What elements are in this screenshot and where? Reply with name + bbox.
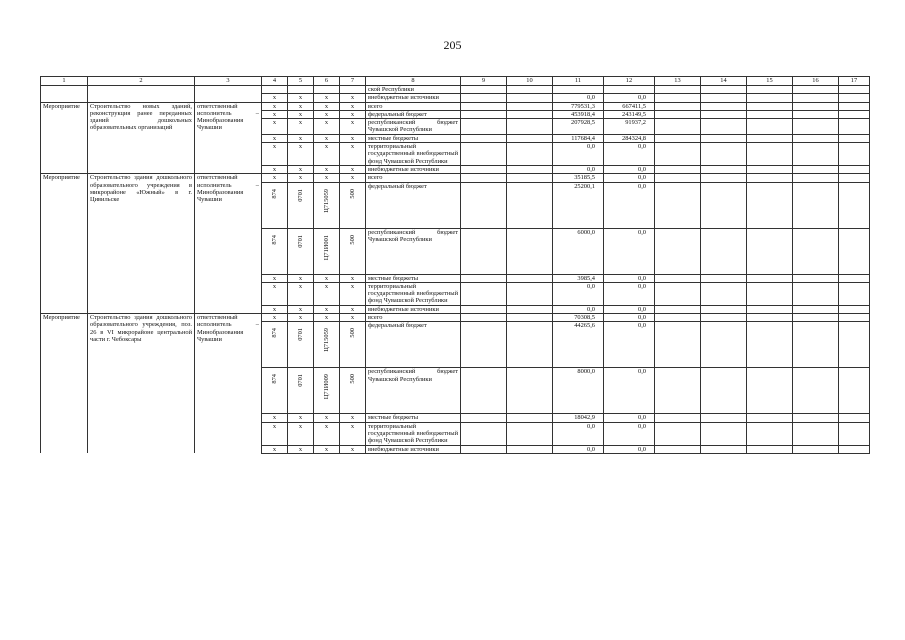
measure-name: Строительство здания дошкольного образовательного учреждения в микрорайоне «Южный» в г. Цивильске bbox=[88, 174, 195, 314]
table-row: Мероприятие Строительство новых зданий, реконструкция ранее переданных зданий дошкольных образовательных организаций ответственный исполнитель – Минобразования Чувашии х х х х всего 779531,3 667411,5 bbox=[41, 102, 870, 110]
measure-executor: ответственный исполнитель – Минобразования Чувашии bbox=[195, 314, 262, 454]
col-header: 10 bbox=[507, 77, 553, 86]
source-cell: внебюджетные источники bbox=[366, 94, 461, 102]
section-code: 0701 bbox=[296, 374, 304, 388]
col-header: 14 bbox=[701, 77, 747, 86]
target-article-code: Ц715059 bbox=[322, 188, 330, 213]
col-header: 15 bbox=[747, 77, 793, 86]
col-header: 12 bbox=[604, 77, 655, 86]
table-row: х х х х республиканский бюджет Чувашской Республики 207928,5 91937,2 bbox=[41, 119, 870, 135]
table-row: х х х х местные бюджеты 3985,4 0,0 bbox=[41, 274, 870, 282]
measure-label: Мероприятие bbox=[41, 314, 88, 454]
table-row: х х х х внебюджетные источники 0,0 0,0 bbox=[41, 305, 870, 313]
table-row: 874 0701 Ц71И009 500 республиканский бюджет Чувашской Республики 8000,0 0,0 bbox=[41, 368, 870, 414]
section-code: 0701 bbox=[296, 188, 304, 202]
section-code: 0701 bbox=[296, 328, 304, 342]
grbs-code: 874 bbox=[270, 328, 278, 338]
col-header: 4 bbox=[262, 77, 288, 86]
source-cell: ской Республики bbox=[366, 86, 461, 94]
table-row: Мероприятие Строительство здания дошкольного образовательного учреждения в микрорайоне «Южный» в г. Цивильске ответственный исполнитель – Минобразования Чувашии х х х х всего 35185,5 0,0 bbox=[41, 174, 870, 182]
target-article-code: Ц715059 bbox=[322, 328, 330, 353]
col-header: 16 bbox=[793, 77, 839, 86]
table-row: х х х х федеральный бюджет 453918,4 243149,5 bbox=[41, 110, 870, 118]
table-row: х х х х местные бюджеты 117684,4 284324,8 bbox=[41, 134, 870, 142]
col-header: 1 bbox=[41, 77, 88, 86]
table-row: 874 0701 Ц71И001 500 республиканский бюджет Чувашской Республики 6000,0 0,0 bbox=[41, 228, 870, 274]
measure-executor: ответственный исполнитель – Минобразования Чувашии bbox=[195, 102, 262, 174]
grbs-code: 874 bbox=[270, 374, 278, 384]
target-article-code: Ц71И009 bbox=[322, 374, 330, 400]
col-header: 13 bbox=[655, 77, 701, 86]
table-row: х х х х территориальный государственный внебюджетный фонд Чувашской Республики 0,0 0,0 bbox=[41, 422, 870, 445]
table-row: х х х х территориальный государственный внебюджетный фонд Чувашской Республики 0,0 0,0 bbox=[41, 282, 870, 305]
table-row: х х х х местные бюджеты 18042,9 0,0 bbox=[41, 414, 870, 422]
measure-name: Строительство новых зданий, реконструкция ранее переданных зданий дошкольных образовательных организаций bbox=[88, 102, 195, 174]
expense-type-code: 500 bbox=[348, 328, 356, 338]
measure-label: Мероприятие bbox=[41, 102, 88, 174]
expense-type-code: 500 bbox=[348, 234, 356, 245]
expense-type-code: 500 bbox=[348, 374, 356, 384]
budget-table bbox=[40, 76, 870, 454]
grbs-code: 874 bbox=[270, 188, 278, 199]
col-header: 5 bbox=[288, 77, 314, 86]
table-row bbox=[41, 86, 870, 94]
table-row: 874 0701 Ц715059 500 федеральный бюджет 44265,6 0,0 bbox=[41, 322, 870, 368]
col-header: 17 bbox=[839, 77, 870, 86]
col-header: 8 bbox=[366, 77, 461, 86]
table-row: х х х х внебюджетные источники 0,0 0,0 bbox=[41, 445, 870, 453]
table-row: 874 0701 Ц715059 500 федеральный бюджет 25200,1 0,0 bbox=[41, 182, 870, 228]
col-header: 3 bbox=[195, 77, 262, 86]
column-number-row bbox=[41, 77, 870, 86]
col-header: 2 bbox=[88, 77, 195, 86]
measure-label: Мероприятие bbox=[41, 174, 88, 314]
grbs-code: 874 bbox=[270, 234, 278, 245]
col-header: 6 bbox=[314, 77, 340, 86]
page-number: 205 bbox=[443, 38, 462, 52]
measure-executor: ответственный исполнитель – Минобразования Чувашии bbox=[195, 174, 262, 314]
target-article-code: Ц71И001 bbox=[322, 234, 330, 260]
table-row: х х х х внебюджетные источники 0,0 0,0 bbox=[41, 94, 870, 102]
section-code: 0701 bbox=[296, 234, 304, 248]
measure-name: Строительство здания дошкольного образовательного учреждения, поз. 26 в VI микрорайоне центральной части г. Чебоксары bbox=[88, 314, 195, 454]
expense-type-code: 500 bbox=[348, 188, 356, 199]
table-row: х х х х внебюджетные источники 0,0 0,0 bbox=[41, 165, 870, 173]
col-header: 11 bbox=[553, 77, 604, 86]
table-row: х х х х территориальный государственный внебюджетный фонд Чувашской Республики 0,0 0,0 bbox=[41, 143, 870, 166]
table-row: Мероприятие Строительство здания дошкольного образовательного учреждения, поз. 26 в VI микрорайоне центральной части г. Чебоксары ответственный исполнитель – Минобразования Чувашии х х х х всего 70308,5 0,0 bbox=[41, 314, 870, 322]
col-header: 9 bbox=[461, 77, 507, 86]
col-header: 7 bbox=[340, 77, 366, 86]
